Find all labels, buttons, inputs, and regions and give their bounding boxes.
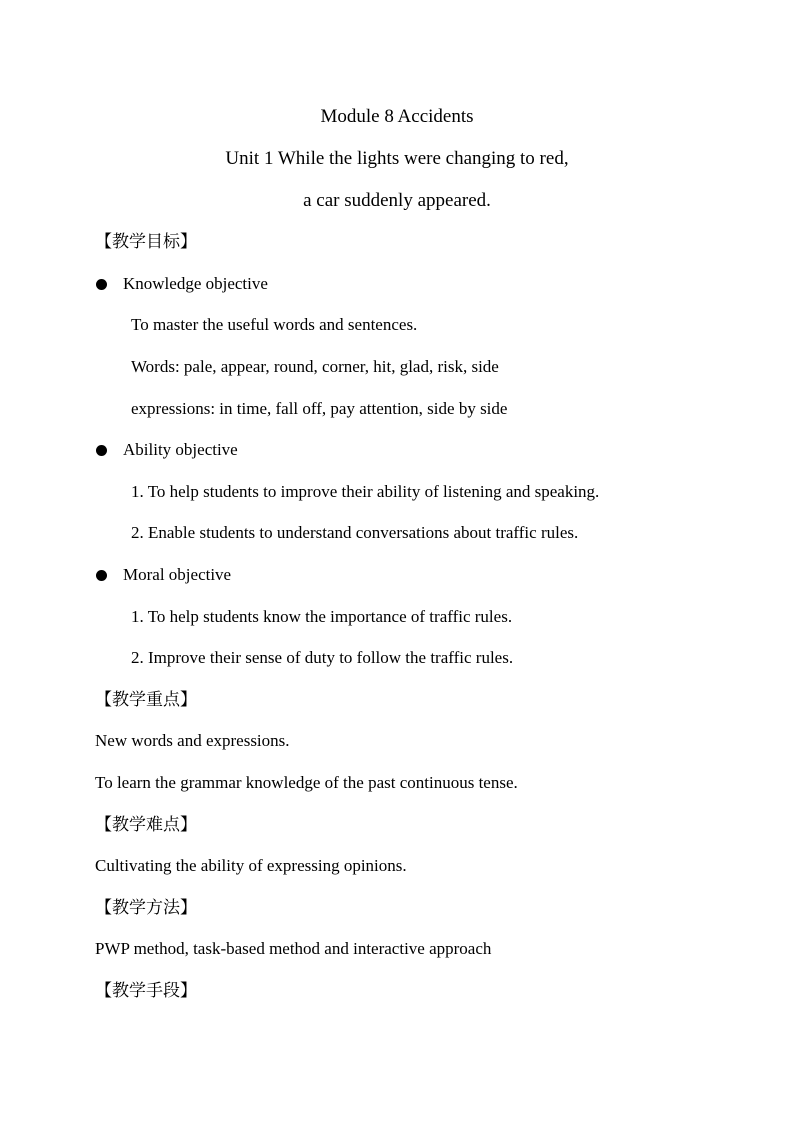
key-point-line: To learn the grammar knowledge of the past continuous tense. xyxy=(95,773,518,792)
unit-title-continued: a car suddenly appeared. xyxy=(303,190,491,211)
document-title: Module 8 Accidents xyxy=(320,106,474,127)
knowledge-words-line: Words: pale, appear, round, corner, hit, glad, risk, side xyxy=(131,357,499,376)
difficulties-heading: 【教学难点】 xyxy=(95,815,197,835)
methods-heading: 【教学方法】 xyxy=(95,898,197,918)
knowledge-line: To master the useful words and sentences. xyxy=(131,315,418,334)
moral-line: 1. To help students know the importance of traffic rules. xyxy=(131,607,513,626)
knowledge-objective-label: Knowledge objective xyxy=(123,274,268,293)
key-points-heading: 【教学重点】 xyxy=(95,690,197,710)
ability-objective-label: Ability objective xyxy=(123,440,238,459)
bullet-icon xyxy=(96,570,107,581)
unit-title: Unit 1 While the lights were changing to red, xyxy=(225,148,569,169)
moral-line: 2. Improve their sense of duty to follow the traffic rules. xyxy=(131,648,514,667)
ability-line: 1. To help students to improve their ability of listening and speaking. xyxy=(131,482,600,501)
bullet-icon xyxy=(96,445,107,456)
knowledge-expressions-line: expressions: in time, fall off, pay attention, side by side xyxy=(131,399,508,418)
ability-line: 2. Enable students to understand conversations about traffic rules. xyxy=(131,523,579,542)
means-heading: 【教学手段】 xyxy=(95,981,197,1001)
moral-objective-label: Moral objective xyxy=(123,565,232,584)
bullet-icon xyxy=(96,279,107,290)
difficulty-line: Cultivating the ability of expressing opinions. xyxy=(95,856,407,875)
key-point-line: New words and expressions. xyxy=(95,731,290,750)
method-line: PWP method, task-based method and interactive approach xyxy=(95,939,492,958)
objectives-heading: 【教学目标】 xyxy=(95,232,197,252)
